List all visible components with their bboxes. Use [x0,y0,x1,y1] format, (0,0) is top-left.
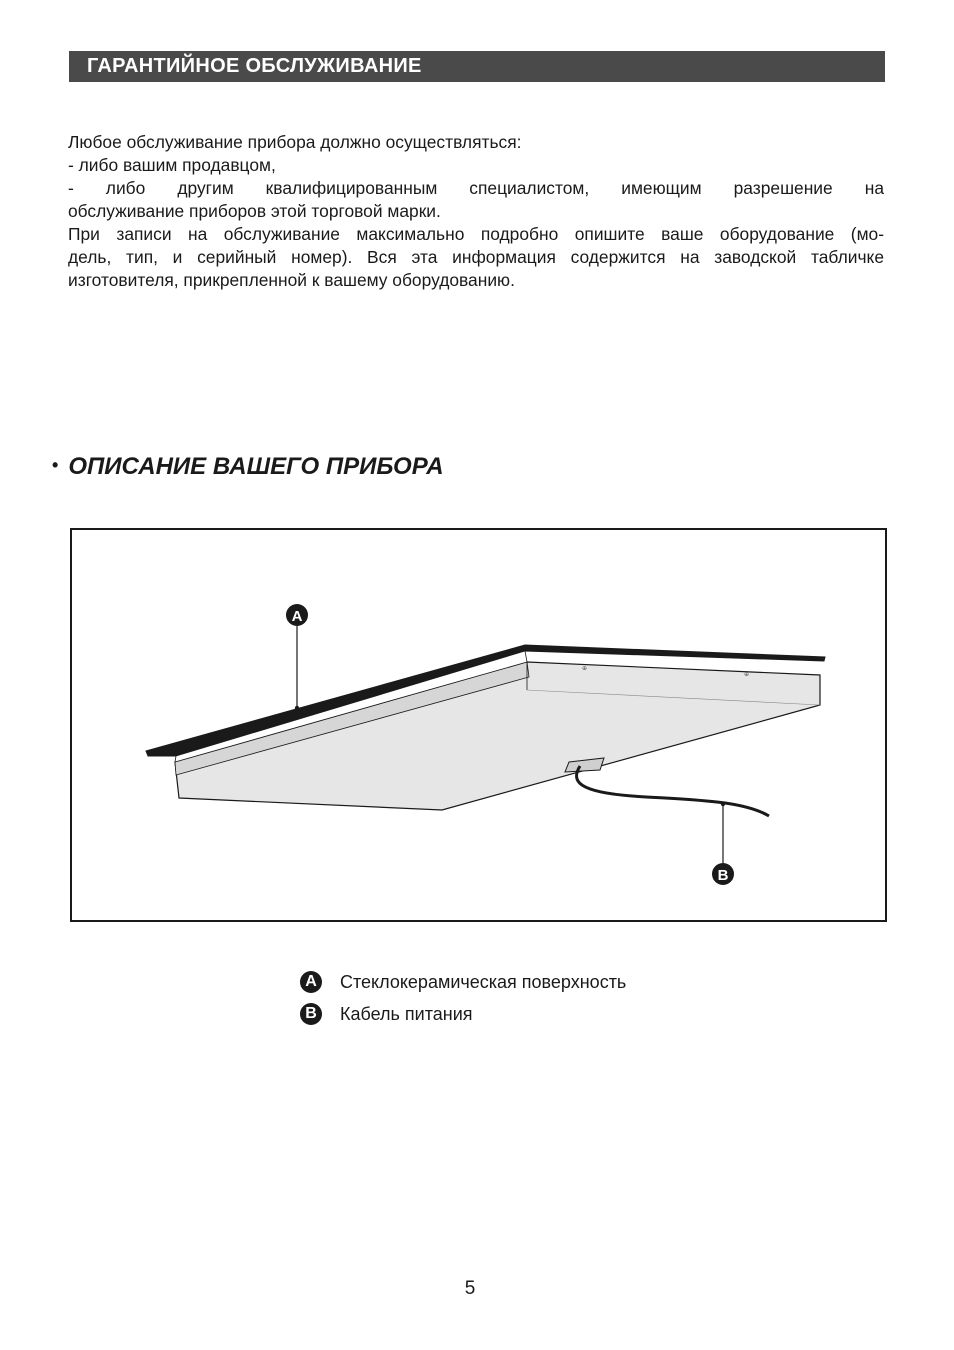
diagram-legend [300,966,626,1030]
service-text-line: - либо вашим продавцом, [68,155,276,175]
service-text-line: дель, тип, и серийный номер). Вся эта информация содержится на заводской табличке [68,247,884,267]
hob-illustration [72,530,885,920]
service-text-line: изготовителя, прикрепленной к вашему оборудованию. [68,270,515,290]
callout-b-letter: B [717,867,729,884]
legend-item [300,998,626,1030]
power-cable [577,766,769,816]
svg-text:⊕: ⊕ [744,671,750,678]
section-title-text: ОПИСАНИЕ ВАШЕГО ПРИБОРА [68,453,444,480]
legend-text: Стеклокерамическая поверхность [340,971,627,992]
section-header-warranty: ГАРАНТИЙНОЕ ОБСЛУЖИВАНИЕ [69,51,885,82]
service-text-line: Любое обслуживание прибора должно осуществляться: [68,132,522,152]
legend-text: Кабель питания [340,1003,473,1024]
section-title-appliance [52,447,444,485]
bullet: • [52,455,59,475]
service-text-line: При записи на обслуживание максимально подробно опишите ваше оборудование (мо- [68,224,884,244]
svg-text:⊕: ⊕ [582,665,588,672]
service-text-line: - либо другим квалифицированным специалистом, имеющим разрешение на [68,178,884,198]
legend-badge: A [300,971,322,993]
appliance-diagram [70,528,887,922]
legend-item [300,966,626,998]
legend-badge: B [300,1003,322,1025]
callout-a-letter: A [291,608,303,625]
page-number: 5 [464,1278,476,1299]
service-text-line: обслуживание приборов этой торговой марки. [68,201,441,221]
